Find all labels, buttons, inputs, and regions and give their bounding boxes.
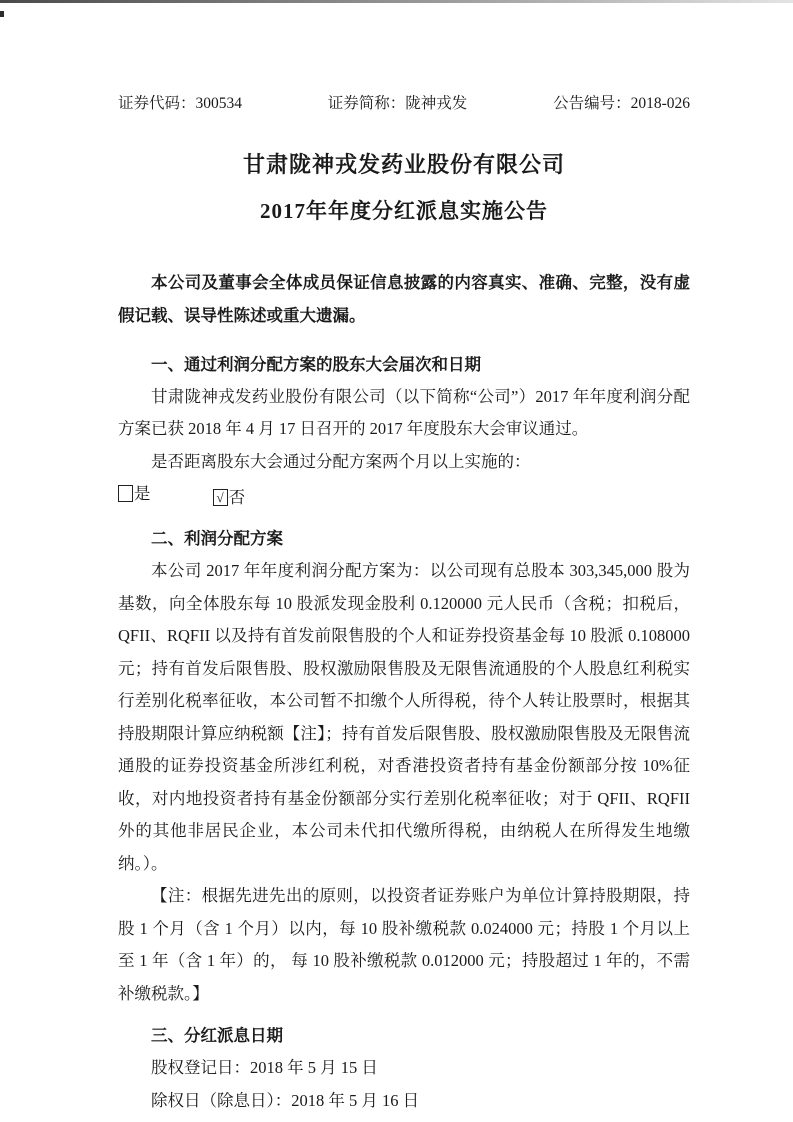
record-date-line: 股权登记日：2018 年 5 月 15 日 <box>151 1058 378 1077</box>
disclaimer-paragraph: 本公司及董事会全体成员保证信息披露的内容真实、准确、完整，没有虚假记载、误导性陈述或重大遗漏。 <box>118 273 690 325</box>
announcement-number: 公告编号：2018-026 <box>553 95 690 112</box>
section1-paragraph: 甘肃陇神戎发药业股份有限公司（以下简称“公司”）2017 年年度利润分配方案已获 2018 年 4 月 17 日召开的 2017 年度股东大会审议通过。 <box>118 386 690 438</box>
section1-question: 是否距离股东大会通过分配方案两个月以上实施的： <box>151 451 531 471</box>
option-yes-label: 是 <box>134 484 151 503</box>
section2-paragraph: 本公司 2017 年年度利润分配方案为：以公司现有总股本 303,345,000 股为基数，向全体股东每 10 股派发现金股利 0.120000 元人民币（含税；扣税后，QFII、RQFII 以及持有首发前限售股的个人和证券投资基金每 10 股派 0.108000 元；持有首发后限售股、股权激励限售股及无限售流通股的个人股息红利税实行差别化税率征收，本公司暂不扣缴个人所得税，待个人转让股票时，根据其持股期限计算应纳税额【注】；持有首发后限售股、股权激励限售股及无限售流通股的证券投资基金所涉红利税，对香港投资者持有基金份额部分按 10%征收，对内地投资者持有基金份额部分实行差别化税率征收；对于 QFII、RQFII 外的其他非居民企业，本公司未代扣代缴所得税，由纳税人在所得发生地缴纳。）。 <box>118 561 690 873</box>
scan-left-tick-artifact <box>0 11 4 17</box>
section3-heading: 三、分红派息日期 <box>151 1026 283 1045</box>
option-no <box>213 482 246 513</box>
checkbox-unchecked-icon <box>118 485 133 502</box>
ex-dividend-date-line: 除权日（除息日）：2018 年 5 月 16 日 <box>151 1090 420 1110</box>
section1-heading: 一、通过利润分配方案的股东大会届次和日期 <box>151 354 481 374</box>
option-no-label: 否 <box>228 488 246 507</box>
stock-code: 证券代码：300534 <box>118 95 243 112</box>
implementation-options-row <box>118 478 690 513</box>
announcement-title: 2017年年度分红派息实施公告 <box>260 199 548 223</box>
document-header-row <box>118 94 690 114</box>
company-title: 甘肃陇神戎发药业股份有限公司 <box>242 152 565 177</box>
checkbox-checked-icon: √ <box>213 489 228 506</box>
document-content <box>118 0 690 1117</box>
stock-short-name: 证券简称：陇神戎发 <box>327 95 468 112</box>
section2-note-paragraph: 【注：根据先进先出的原则，以投资者证券账户为单位计算持股期限，持股 1 个月（含 1 个月）以内，每 10 股补缴税款 0.024000 元；持股 1 个月以上至 1 年（含 1 年）的， 每 10 股补缴税款 0.012000 元；持股超过 1 年的，不需补缴税款。】 <box>118 886 690 1003</box>
option-yes <box>118 478 151 509</box>
section2-heading: 二、利润分配方案 <box>151 529 283 548</box>
